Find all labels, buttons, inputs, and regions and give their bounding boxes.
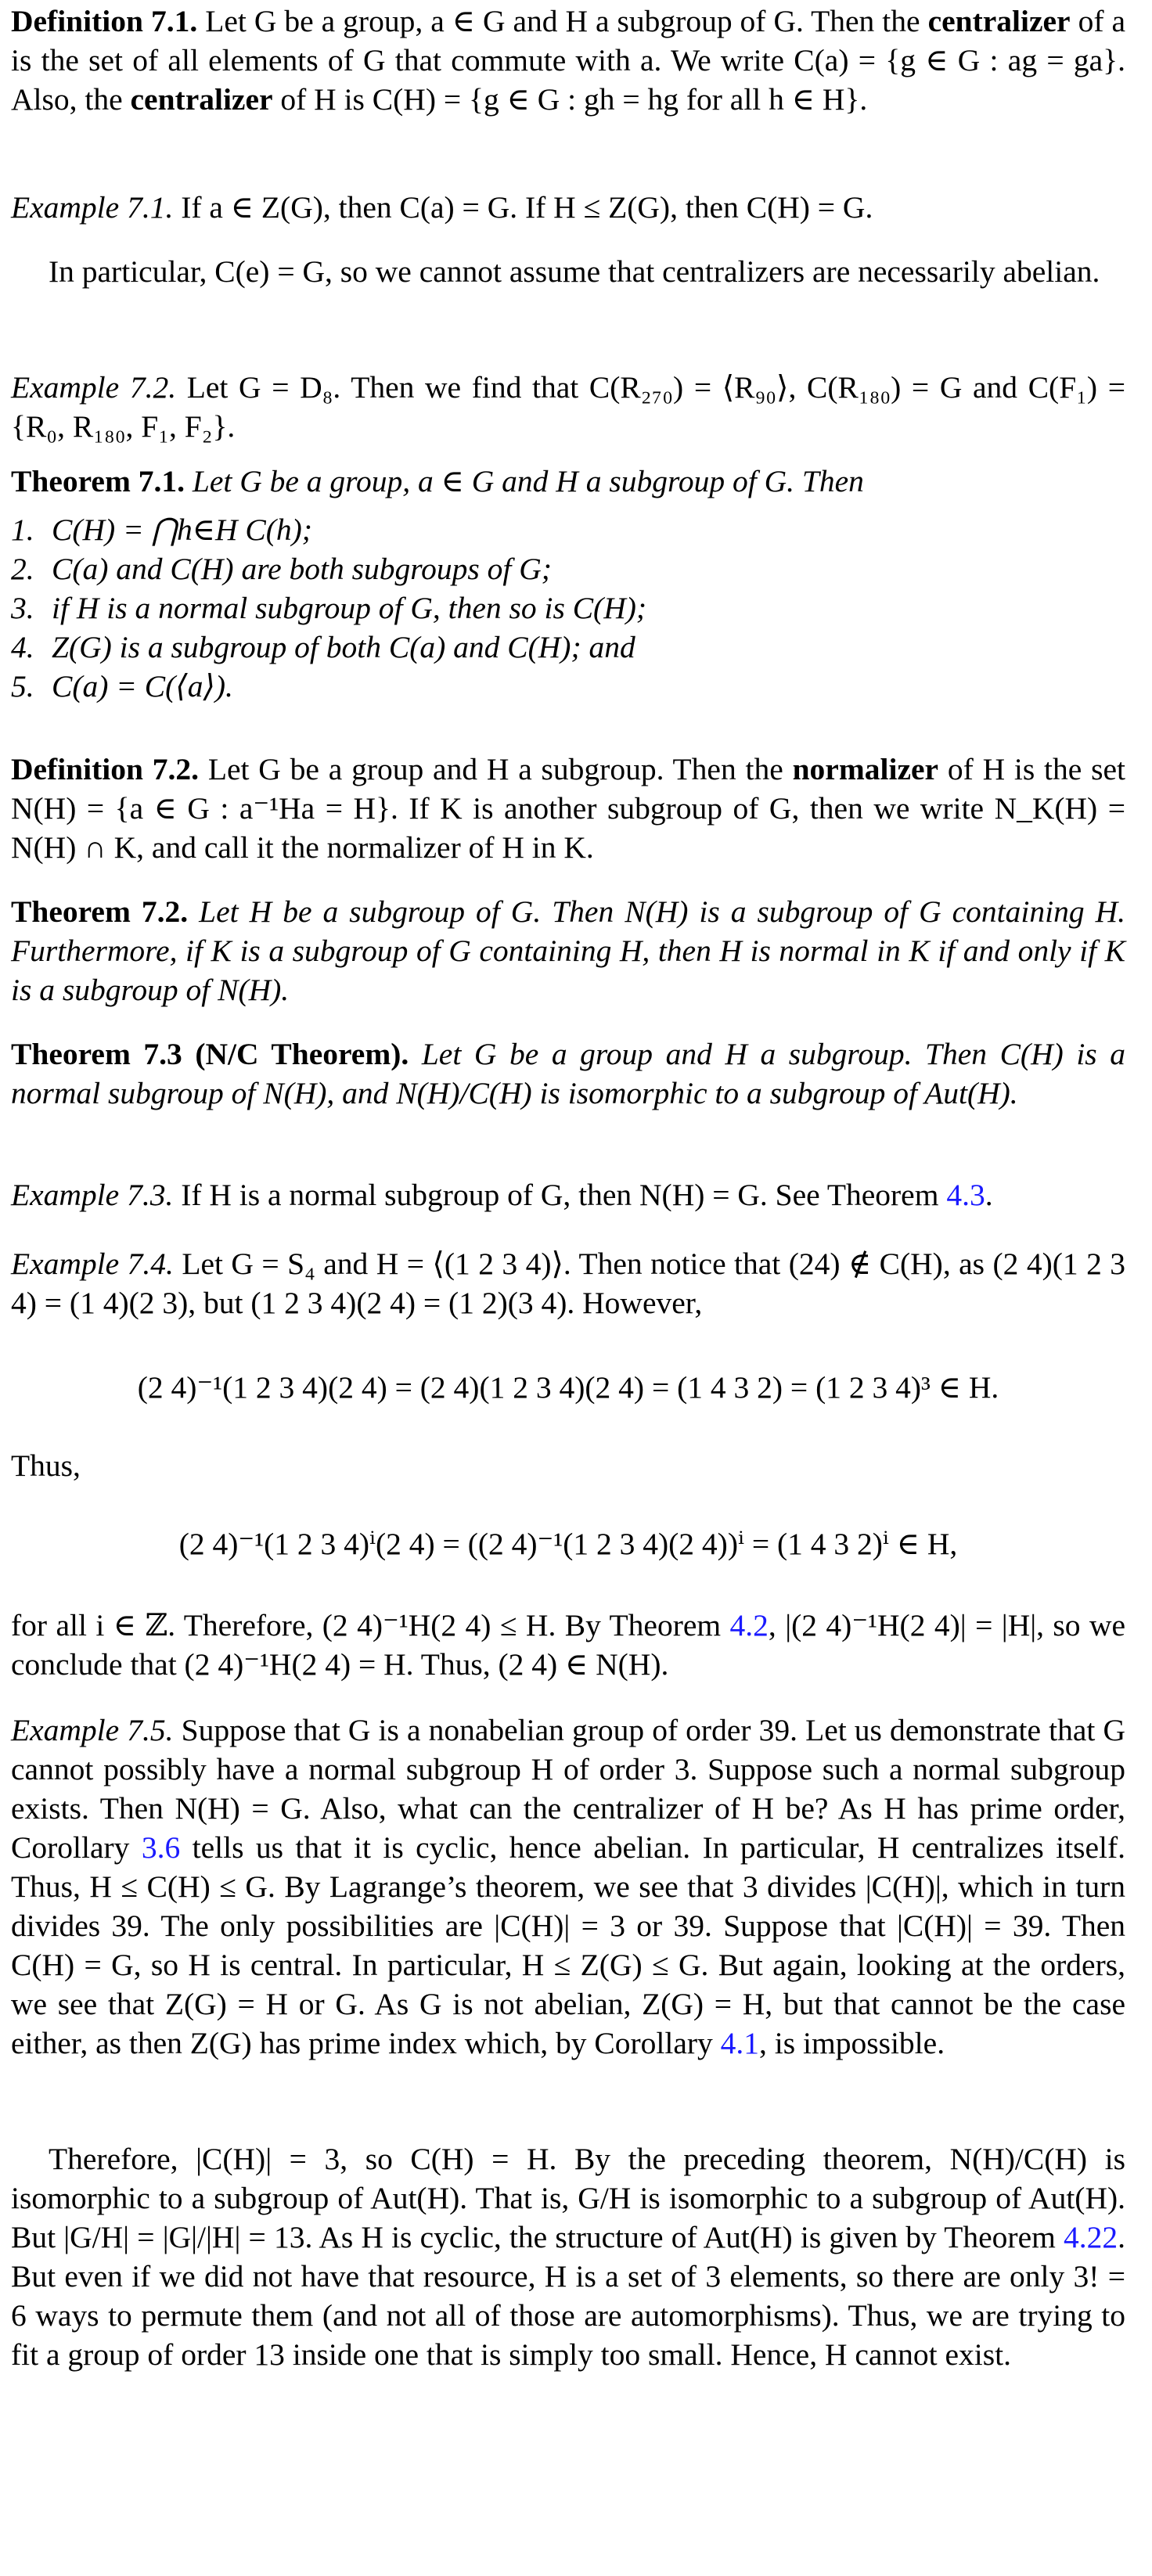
theorem-text: Let G be a group, a ∈ G and H a subgroup of G. Then	[192, 464, 864, 498]
definition-label: Definition 7.1.	[11, 4, 198, 38]
example-text: If H is a normal subgroup of G, then N(H) = G. See Theorem	[181, 1178, 939, 1212]
definition-text: of a is the set of all elements of G that commute with a. We write C(a) = {g ∈ G : ag = ga}. Also, the	[11, 4, 1126, 117]
definition-text: Let G be a group and H a subgroup. Then the	[207, 752, 783, 786]
definition-7-1	[11, 2, 1125, 119]
theorem-label: Theorem 7.1.	[11, 464, 185, 498]
theorem-text: Let H be a subgroup of G. Then N(H) is a subgroup of G containing H. Furthermore, if K is a subgroup of G containing H, then H is normal in K if and only if K is a subgroup of N(H).	[11, 894, 1125, 1007]
example-text: Let G = S₄ and H = ⟨(1 2 3 4)⟩. Then notice that (24) ∉ C(H), as (2 4)(1 2 3 4) = (1 4)(2 3), but (1 2 3 4)(2 4) = (1 2)(3 4). However,	[11, 1247, 1126, 1320]
theorem-list	[11, 510, 1125, 706]
theorem-7-1	[11, 462, 1125, 706]
example-7-5-para	[11, 2139, 1125, 2374]
corollary-link[interactable]: 4.1	[720, 2026, 760, 2060]
theorem-link[interactable]: 4.22	[1064, 2220, 1118, 2254]
theorem-7-2	[11, 892, 1125, 1009]
example-text: If a ∈ Z(G), then C(a) = G. If H ≤ Z(G), then C(H) = G.	[181, 190, 873, 225]
example-text: tells us that it is cyclic, hence abelian. In particular, H centralizes itself. Thus, H ≤ C(H) ≤ G. By Lagrange’s theorem, we see that 3 divides |C(H)|, which in turn divides 39. The only possibilities are |C(H)| = 3 or 39. Suppose that |C(H)| = 39. Then C(H) = G, so H is central. In particular, H ≤ Z(G) ≤ G. But again, looking at the orders, we see that Z(G) = H or G. As G is not abelian, Z(G) = H, but that cannot be the case either, as then Z(G) has prime index which, by Corollary	[11, 1830, 1126, 2060]
theorem-label: Theorem 7.2.	[11, 894, 189, 929]
paragraph-text: In particular, C(e) = G, so we cannot assume that centralizers are necessarily abelian.	[49, 254, 1100, 289]
example-label: Example 7.1.	[11, 190, 174, 225]
definition-text: of H is C(H) = {g ∈ G : gh = hg for all h ∈ H}.	[280, 82, 868, 117]
definition-text: of H is the set N(H) = {a ∈ G : a⁻¹Ha = H}. If K is another subgroup of G, then we write N_K(H) = N(H) ∩ K, and call it the normalizer of H in K.	[11, 752, 1126, 865]
display-equation: (2 4)⁻¹(1 2 3 4)(2 4) = (2 4)(1 2 3 4)(2 4) = (1 4 3 2) = (1 2 3 4)³ ∈ H.	[137, 1370, 999, 1405]
list-item: 5. C(a) = C(⟨a⟩).	[11, 669, 233, 703]
term-centralizer: centralizer	[130, 82, 273, 117]
display-equation: (2 4)⁻¹(1 2 3 4)ⁱ(2 4) = ((2 4)⁻¹(1 2 3 4)(2 4))ⁱ = (1 4 3 2)ⁱ ∈ H,	[178, 1527, 958, 1561]
example-7-1-para	[11, 252, 1125, 291]
example-7-2	[11, 368, 1125, 446]
thus-text: Thus,	[11, 1448, 81, 1483]
theorem-link[interactable]: 4.2	[729, 1608, 769, 1642]
list-item: 2. C(a) and C(H) are both subgroups of G;	[11, 552, 552, 586]
example-7-4	[11, 1244, 1125, 1322]
theorem-text: Let G be a group and H a subgroup. Then C(H) is a normal subgroup of N(H), and N(H)/C(H) is isomorphic to a subgroup of Aut(H).	[11, 1037, 1125, 1110]
example-label: Example 7.5.	[11, 1713, 174, 1747]
example-7-4-conclusion	[11, 1606, 1125, 1684]
theorem-label: Theorem 7.3	[11, 1037, 182, 1071]
definition-label: Definition 7.2.	[11, 752, 200, 786]
paragraph-text: for all i ∈ ℤ. Therefore, (2 4)⁻¹H(2 4) ≤ H. By Theorem	[11, 1608, 722, 1642]
theorem-7-3	[11, 1034, 1125, 1113]
example-label: Example 7.4.	[11, 1247, 174, 1281]
example-label: Example 7.2.	[11, 370, 177, 405]
example-label: Example 7.3.	[11, 1178, 174, 1212]
theorem-link[interactable]: 4.3	[946, 1178, 985, 1212]
paragraph-text: Therefore, |C(H)| = 3, so C(H) = H. By the preceding theorem, N(H)/C(H) is isomorphic to a subgroup of Aut(H). That is, G/H is isomorphic to a subgroup of Aut(H). But |G/H| = |G|/|H| = 13. As H is cyclic, the structure of Aut(H) is given by Theorem	[11, 2142, 1125, 2254]
example-7-3: Example 7.3. If H is a normal subgroup of G, then N(H) = G. See Theorem 4.3.	[11, 1178, 993, 1212]
example-text: Let G = D₈. Then we find that C(R₂₇₀) = ⟨R₉₀⟩, C(R₁₈₀) = G and C(F₁) = {R₀, R₁₈₀, F₁, F₂}.	[11, 370, 1126, 444]
example-7-5	[11, 1711, 1125, 2063]
term-normalizer: normalizer	[792, 752, 939, 786]
list-item: 3. if H is a normal subgroup of G, then so is C(H);	[11, 591, 647, 625]
list-item: 1. C(H) = ⋂h∈H C(h);	[11, 513, 312, 547]
theorem-name: (N/C Theorem).	[195, 1037, 409, 1071]
example-text: , is impossible.	[759, 2026, 945, 2060]
paragraph-text: , |(2 4)⁻¹H(2 4)| = |H|, so we conclude that (2 4)⁻¹H(2 4) = H. Thus, (2 4) ∈ N(H).	[11, 1608, 1125, 1682]
list-item: 4. Z(G) is a subgroup of both C(a) and C(H); and	[11, 630, 635, 664]
term-centralizer: centralizer	[927, 4, 1071, 38]
paragraph-text: . But even if we did not have that resource, H is a set of 3 elements, so there are only 3! = 6 ways to permute them (and not all of those are automorphisms). Thus, we are trying to fit a group of order 13 inside one that is simply too small. Hence, H cannot exist.	[11, 2220, 1125, 2372]
example-7-1	[11, 188, 1125, 227]
corollary-link[interactable]: 3.6	[141, 1830, 181, 1865]
example-text: Suppose that G is a nonabelian group of order 39. Let us demonstrate that G cannot possibly have a normal subgroup H of order 3. Suppose such a normal subgroup exists. Then N(H) = G. Also, what can the centralizer of H be? As H has prime order, Corollary	[11, 1713, 1125, 1865]
definition-7-2	[11, 750, 1125, 867]
definition-text: Let G be a group, a ∈ G and H a subgroup of G. Then the	[205, 4, 920, 38]
